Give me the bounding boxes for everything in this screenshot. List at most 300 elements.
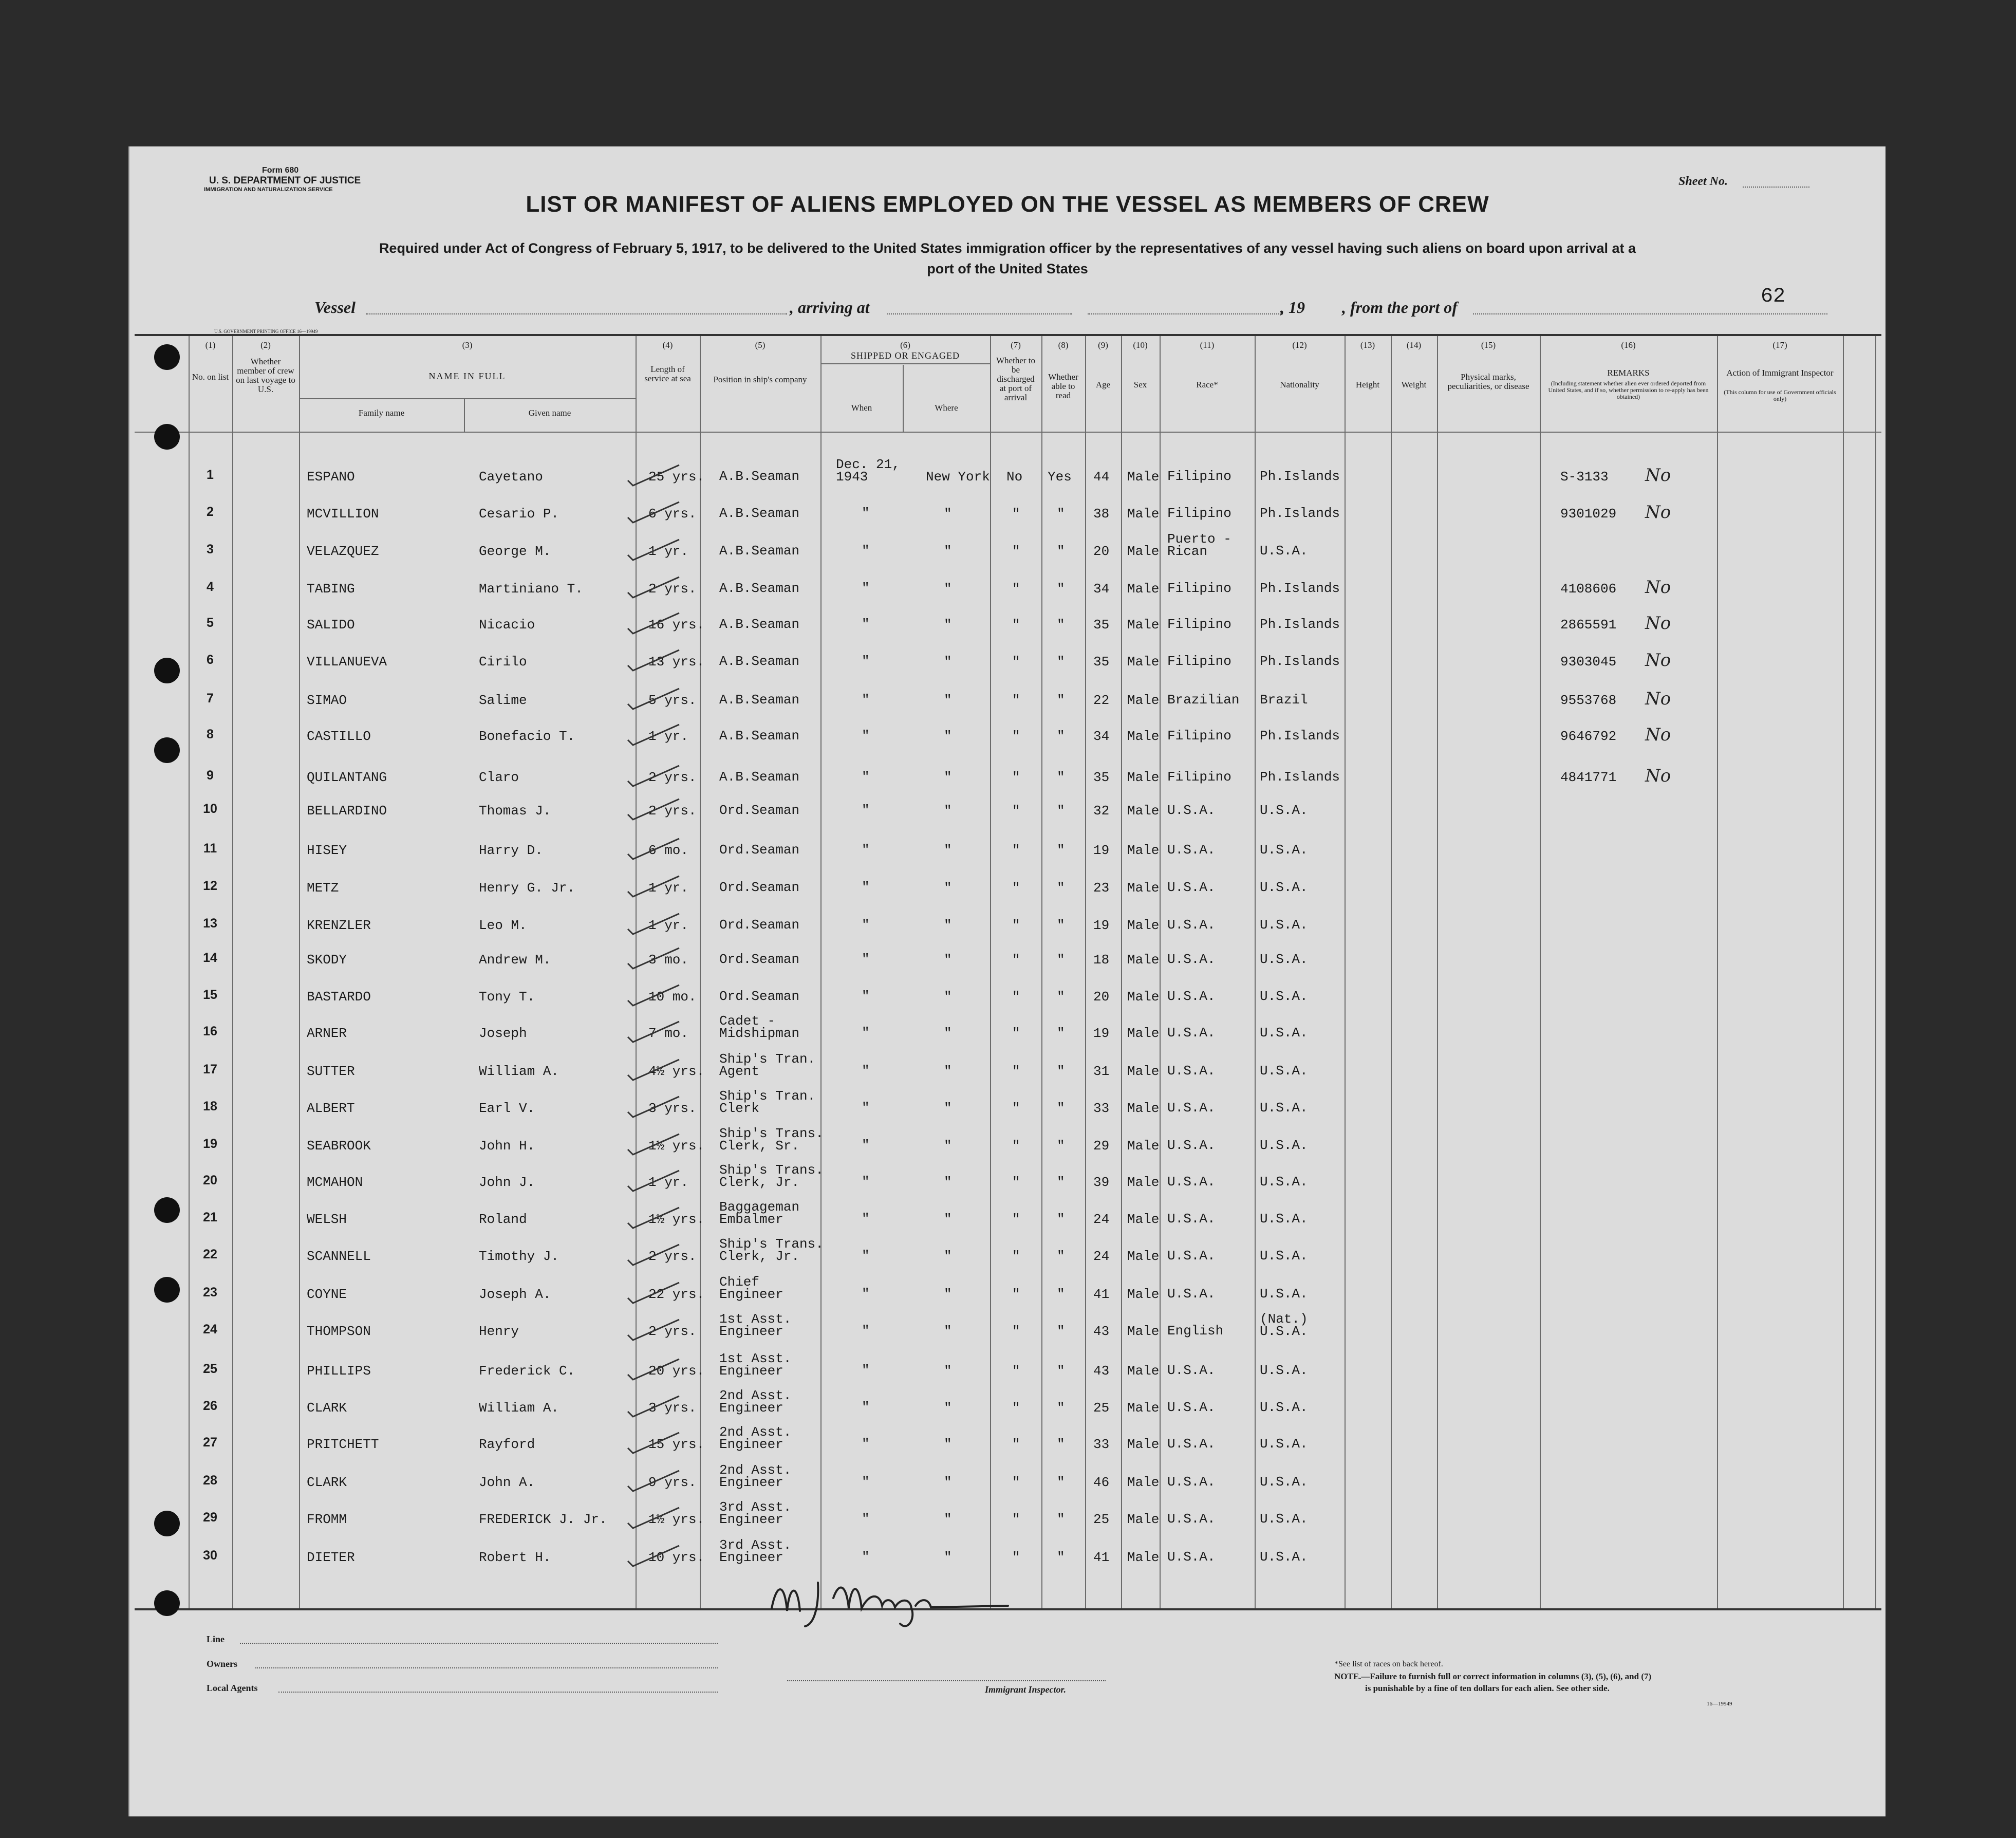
row-number: 15	[203, 988, 217, 1002]
race: U.S.A.	[1167, 1211, 1216, 1227]
given-name: Bonefacio T.	[479, 729, 575, 744]
race: U.S.A.	[1167, 842, 1216, 858]
given-name: John H.	[479, 1138, 535, 1154]
race: Filipino	[1167, 469, 1231, 484]
given-name: Frederick C.	[479, 1363, 575, 1379]
length-of-service: 1½ yrs.	[648, 1212, 705, 1227]
shipped-when: "	[862, 581, 870, 596]
row-number: 5	[207, 616, 214, 630]
length-of-service: 1 yr.	[648, 729, 689, 744]
family-name: SIMAO	[307, 693, 347, 708]
check-mark	[623, 945, 684, 976]
sex: Male	[1127, 1101, 1160, 1116]
able-to-read: Yes	[1048, 469, 1072, 485]
given-name: Salime	[479, 693, 527, 708]
nationality: U.S.A.	[1260, 1549, 1308, 1565]
shipped-where: "	[944, 654, 952, 670]
race: Filipino	[1167, 654, 1231, 669]
age: 46	[1093, 1475, 1110, 1490]
printing-note: U.S. GOVERNMENT PRINTING OFFICE 16—19949	[214, 329, 318, 334]
handwritten-mark: No	[1645, 766, 1671, 786]
row-number: 3	[207, 542, 214, 556]
shipped-when: "	[862, 952, 870, 967]
shipped-where: "	[944, 1437, 952, 1452]
given-name: Claro	[479, 770, 519, 785]
remarks: 9553768	[1560, 693, 1617, 708]
check-mark	[623, 1357, 684, 1387]
column-header-c11: Race*	[1196, 380, 1218, 389]
able-to-read: "	[1057, 1512, 1065, 1527]
position: A.B.Seaman	[719, 654, 800, 669]
inspector-column-note: (This column for use of Government officials only)	[1724, 388, 1836, 402]
position: Ship's Trans. Clerk, Jr.	[719, 1236, 824, 1264]
shipped-when: "	[862, 989, 870, 1004]
footer-line-label: Line	[207, 1634, 225, 1644]
subtitle-line-1: Required under Act of Congress of February 5, 1917, to be delivered to the United States immigration officer by the representatives of any vessel having such aliens on board upon arrival at a	[379, 240, 1636, 256]
race: U.S.A.	[1167, 1436, 1216, 1452]
given-name: William A.	[479, 1064, 559, 1079]
able-to-read: "	[1057, 843, 1065, 858]
shipped-when: "	[862, 1549, 870, 1565]
shipped-where: "	[944, 952, 952, 968]
discharged: "	[1012, 1550, 1020, 1565]
length-of-service: 15 yrs.	[648, 1437, 705, 1452]
discharged: "	[1012, 1212, 1020, 1227]
discharged: "	[1012, 1363, 1020, 1379]
able-to-read: "	[1057, 506, 1065, 522]
family-name: METZ	[307, 880, 339, 896]
position: Ship's Tran. Clerk	[719, 1088, 816, 1116]
able-to-read: "	[1057, 1475, 1065, 1490]
family-name: ESPANO	[307, 469, 355, 485]
binder-hole	[154, 737, 180, 763]
department-name: U. S. DEPARTMENT OF JUSTICE	[209, 175, 361, 186]
column-header-c6: SHIPPED OR ENGAGED	[850, 350, 960, 361]
race: Filipino	[1167, 769, 1231, 785]
age: 43	[1093, 1324, 1110, 1339]
race: U.S.A.	[1167, 1100, 1216, 1116]
length-of-service: 9 yrs.	[648, 1475, 697, 1490]
race: Puerto - Rican	[1167, 531, 1231, 559]
length-of-service: 1½ yrs.	[648, 1138, 705, 1154]
check-mark	[623, 647, 684, 678]
shipped-when: "	[862, 803, 870, 818]
family-name: PRITCHETT	[307, 1437, 379, 1452]
check-mark	[623, 1242, 684, 1273]
sex: Male	[1127, 1212, 1160, 1227]
nationality: U.S.A.	[1260, 1211, 1308, 1227]
column-header-where: Where	[935, 403, 958, 413]
row-number: 24	[203, 1322, 217, 1336]
position: 1st Asst. Engineer	[719, 1351, 792, 1379]
shipped-where: "	[944, 1475, 952, 1490]
age: 41	[1093, 1550, 1110, 1565]
remarks: 2865591	[1560, 617, 1617, 633]
position: Chief Engineer	[719, 1274, 783, 1302]
column-rule	[1345, 336, 1346, 1608]
family-name: HISEY	[307, 843, 347, 858]
family-name: CASTILLO	[307, 729, 371, 744]
remarks: 9303045	[1560, 654, 1617, 670]
length-of-service: 1 yr.	[648, 1175, 689, 1190]
age: 34	[1093, 581, 1110, 597]
given-name: Cesario P.	[479, 506, 559, 522]
shipped-where: "	[944, 693, 952, 708]
position: 2nd Asst. Engineer	[719, 1424, 792, 1452]
position: Ord.Seaman	[719, 842, 800, 858]
able-to-read: "	[1057, 693, 1065, 708]
column-header-c7: Whether to be discharged at port of arrival	[996, 356, 1035, 402]
shipped-when: "	[862, 1436, 870, 1452]
shipped-when: Dec. 21, 1943	[836, 457, 900, 485]
race: Filipino	[1167, 581, 1231, 596]
discharged: "	[1012, 1101, 1020, 1116]
column-number-c9: (9)	[1098, 340, 1108, 350]
column-header-c8: Whether able to read	[1048, 372, 1078, 400]
position: A.B.Seaman	[719, 769, 800, 785]
from-port-line	[1473, 313, 1827, 314]
column-header-family: Family name	[358, 408, 405, 418]
race: U.S.A.	[1167, 1474, 1216, 1490]
able-to-read: "	[1057, 918, 1065, 933]
sex: Male	[1127, 1400, 1160, 1416]
column-number-c13: (13)	[1360, 340, 1375, 350]
sex: Male	[1127, 617, 1160, 633]
family-name: THOMPSON	[307, 1324, 371, 1339]
column-number-c15: (15)	[1481, 340, 1496, 350]
sheet-number-line	[1743, 187, 1809, 188]
row-number: 16	[203, 1024, 217, 1038]
shipped-when: "	[862, 1025, 870, 1041]
discharged: "	[1012, 581, 1020, 597]
race: U.S.A.	[1167, 1400, 1216, 1415]
sex: Male	[1127, 1175, 1160, 1190]
able-to-read: "	[1057, 1175, 1065, 1190]
remarks-note: (Including statement whether alien ever ordered deported from United States, and if so, whether permission to re-apply has been obtained)	[1548, 380, 1709, 400]
footer-line-underline	[240, 1643, 718, 1644]
length-of-service: 2 yrs.	[648, 803, 697, 819]
nationality: Ph.Islands	[1260, 617, 1340, 632]
discharged: "	[1012, 1175, 1020, 1190]
row-number: 19	[203, 1137, 217, 1151]
discharged: "	[1012, 989, 1020, 1005]
given-name: Earl V.	[479, 1101, 535, 1116]
column-rule	[1121, 336, 1122, 1608]
inspector-line	[787, 1680, 1106, 1681]
row-number: 20	[203, 1173, 217, 1187]
check-mark	[623, 1543, 684, 1574]
check-mark	[623, 537, 684, 568]
able-to-read: "	[1057, 654, 1065, 670]
binder-hole	[154, 1511, 180, 1536]
position: 2nd Asst. Engineer	[719, 1462, 792, 1490]
given-name: Thomas J.	[479, 803, 551, 819]
service-name: IMMIGRATION AND NATURALIZATION SERVICE	[204, 187, 333, 193]
header-sub-rule	[820, 363, 990, 364]
family-name: SUTTER	[307, 1064, 355, 1079]
column-header-when: When	[851, 403, 872, 413]
length-of-service: 6 mo.	[648, 843, 689, 858]
row-number: 14	[203, 951, 217, 965]
length-of-service: 7 mo.	[648, 1026, 689, 1041]
age: 23	[1093, 880, 1110, 896]
age: 19	[1093, 843, 1110, 858]
race: U.S.A.	[1167, 1286, 1216, 1302]
check-mark	[623, 874, 684, 904]
column-header-given: Given name	[528, 408, 571, 418]
length-of-service: 10 yrs.	[648, 1550, 705, 1565]
row-number: 12	[203, 879, 217, 893]
check-mark	[623, 686, 684, 717]
able-to-read: "	[1057, 1363, 1065, 1379]
sex: Male	[1127, 952, 1160, 968]
remarks: 4108606	[1560, 581, 1617, 597]
check-mark	[623, 1094, 684, 1125]
page-title: LIST OR MANIFEST OF ALIENS EMPLOYED ON THE VESSEL AS MEMBERS OF CREW	[526, 192, 1489, 217]
discharged: "	[1012, 693, 1020, 708]
able-to-read: "	[1057, 989, 1065, 1005]
shipped-when: "	[862, 654, 870, 669]
family-name: DIETER	[307, 1550, 355, 1565]
discharged: "	[1012, 617, 1020, 633]
shipped-where: "	[944, 1212, 952, 1227]
shipped-where: "	[944, 1101, 952, 1116]
sex: Male	[1127, 1324, 1160, 1339]
given-name: Andrew M.	[479, 952, 551, 968]
subtitle-line-2: port of the United States	[927, 261, 1088, 276]
column-header-c3: NAME IN FULL	[428, 371, 506, 381]
discharged: "	[1012, 1400, 1020, 1416]
handwritten-mark: No	[1645, 725, 1671, 745]
able-to-read: "	[1057, 1212, 1065, 1227]
age: 20	[1093, 989, 1110, 1005]
check-mark	[623, 1280, 684, 1311]
position: A.B.Seaman	[719, 469, 800, 484]
able-to-read: "	[1057, 880, 1065, 896]
shipped-where: "	[944, 1249, 952, 1264]
column-number-c5: (5)	[755, 340, 766, 350]
race: U.S.A.	[1167, 1549, 1216, 1565]
age: 19	[1093, 1026, 1110, 1041]
discharged: "	[1012, 880, 1020, 896]
sex: Male	[1127, 729, 1160, 744]
position: A.B.Seaman	[719, 506, 800, 521]
column-number-c1: (1)	[205, 340, 216, 350]
row-number: 26	[203, 1399, 217, 1413]
age: 44	[1093, 469, 1110, 485]
length-of-service: 25 yrs.	[648, 469, 705, 485]
nationality: U.S.A.	[1260, 989, 1308, 1004]
nationality: U.S.A.	[1260, 1474, 1308, 1490]
footer-owners-underline	[255, 1667, 718, 1668]
family-name: TABING	[307, 581, 355, 597]
column-rule	[1085, 336, 1086, 1608]
age: 41	[1093, 1287, 1110, 1302]
row-number: 25	[203, 1362, 217, 1376]
given-name: Tony T.	[479, 989, 535, 1005]
discharged: "	[1012, 1026, 1020, 1041]
row-number: 28	[203, 1473, 217, 1488]
column-rule	[1843, 336, 1844, 1608]
column-header-c12: Nationality	[1280, 380, 1319, 389]
shipped-where: "	[944, 1400, 952, 1416]
shipped-where: "	[944, 1512, 952, 1527]
position: Ord.Seaman	[719, 917, 800, 933]
length-of-service: 1 yr.	[648, 544, 689, 559]
remarks: S-3133	[1560, 469, 1609, 485]
column-rule	[820, 336, 822, 1608]
column-number-c3: (3)	[462, 340, 473, 350]
check-mark	[623, 1057, 684, 1088]
position: 3rd Asst. Engineer	[719, 1537, 792, 1565]
races-note: *See list of races on back hereof.	[1334, 1660, 1443, 1668]
discharged: "	[1012, 1437, 1020, 1452]
able-to-read: "	[1057, 1101, 1065, 1116]
check-mark	[623, 1505, 684, 1536]
able-to-read: "	[1057, 1400, 1065, 1416]
footer-owners-label: Owners	[207, 1659, 237, 1669]
sex: Male	[1127, 469, 1160, 485]
able-to-read: "	[1057, 617, 1065, 633]
race: U.S.A.	[1167, 1363, 1216, 1378]
nationality: Ph.Islands	[1260, 769, 1340, 785]
given-name: George M.	[479, 544, 551, 559]
arriving-at-label: , arriving at	[790, 298, 870, 317]
able-to-read: "	[1057, 803, 1065, 819]
age: 32	[1093, 803, 1110, 819]
shipped-when: "	[862, 1174, 870, 1190]
column-number-c8: (8)	[1058, 340, 1069, 350]
family-name: SALIDO	[307, 617, 355, 633]
length-of-service: 3 mo.	[648, 952, 689, 968]
position: Baggageman Embalmer	[719, 1199, 800, 1227]
column-header-c17: Action of Immigrant Inspector	[1726, 368, 1834, 378]
family-name: BASTARDO	[307, 989, 371, 1005]
race: U.S.A.	[1167, 1025, 1216, 1041]
nationality: U.S.A.	[1260, 1511, 1308, 1527]
table-header-rule	[135, 432, 1881, 433]
column-rule	[189, 336, 190, 1608]
row-number: 1	[207, 468, 214, 482]
given-name: Nicacio	[479, 617, 535, 633]
sex: Male	[1127, 506, 1160, 522]
check-mark	[623, 796, 684, 827]
nationality: U.S.A.	[1260, 1174, 1308, 1190]
length-of-service: 22 yrs.	[648, 1287, 705, 1302]
shipped-where: "	[944, 843, 952, 858]
shipped-where: "	[944, 544, 952, 559]
family-name: ARNER	[307, 1026, 347, 1041]
column-rule	[700, 336, 701, 1608]
remarks: 9301029	[1560, 506, 1617, 522]
shipped-when: "	[862, 1211, 870, 1227]
row-number: 4	[207, 580, 214, 594]
race: English	[1167, 1323, 1224, 1339]
shipped-where: "	[944, 1287, 952, 1302]
nationality: U.S.A.	[1260, 1286, 1308, 1302]
check-mark	[623, 574, 684, 605]
nationality: U.S.A.	[1260, 1063, 1308, 1079]
handwritten-mark: No	[1645, 465, 1671, 486]
length-of-service: 2 yrs.	[648, 770, 697, 785]
nationality: Ph.Islands	[1260, 469, 1340, 484]
position: Ship's Trans. Clerk, Jr.	[719, 1162, 824, 1190]
age: 29	[1093, 1138, 1110, 1154]
nationality: Ph.Islands	[1260, 728, 1340, 744]
column-rule	[299, 336, 300, 1608]
position: Cadet - Midshipman	[719, 1013, 800, 1041]
shipped-when: "	[862, 880, 870, 895]
shipped-when: "	[862, 769, 870, 785]
row-number: 18	[203, 1099, 217, 1113]
sex: Male	[1127, 918, 1160, 933]
length-of-service: 3 yrs.	[648, 1400, 697, 1416]
sex: Male	[1127, 1138, 1160, 1154]
vessel-label: Vessel	[314, 298, 356, 317]
sex: Male	[1127, 1550, 1160, 1565]
check-mark	[623, 1019, 684, 1050]
nationality: U.S.A.	[1260, 917, 1308, 933]
row-number: 7	[207, 691, 214, 706]
nationality: U.S.A.	[1260, 1400, 1308, 1415]
column-header-c1: No. on list	[192, 372, 229, 382]
binder-hole	[154, 1277, 180, 1303]
binder-hole	[154, 344, 180, 370]
remarks: 9646792	[1560, 729, 1617, 744]
shipped-where: "	[944, 1550, 952, 1565]
shipped-when: "	[862, 1100, 870, 1116]
sex: Male	[1127, 693, 1160, 708]
discharged: "	[1012, 1064, 1020, 1079]
check-mark	[623, 982, 684, 1013]
position: 3rd Asst. Engineer	[719, 1499, 792, 1527]
nationality: U.S.A.	[1260, 842, 1308, 858]
shipped-when: "	[862, 543, 870, 559]
handwritten-mark: No	[1645, 689, 1671, 709]
row-number: 29	[203, 1510, 217, 1525]
row-number: 13	[203, 916, 217, 931]
shipped-where: "	[944, 1138, 952, 1154]
column-header-c13: Height	[1355, 380, 1380, 389]
check-mark	[623, 1205, 684, 1236]
discharged: No	[1006, 469, 1023, 485]
shipped-where: "	[944, 770, 952, 785]
given-name: Henry G. Jr.	[479, 880, 575, 896]
row-number: 10	[203, 802, 217, 816]
family-name: SCANNELL	[307, 1249, 371, 1264]
length-of-service: 13 yrs.	[648, 654, 705, 670]
header-sub-rule	[299, 398, 636, 399]
check-mark	[623, 499, 684, 530]
given-name: Joseph	[479, 1026, 527, 1041]
age: 24	[1093, 1212, 1110, 1227]
column-number-c12: (12)	[1292, 340, 1307, 350]
discharged: "	[1012, 952, 1020, 968]
column-rule	[1391, 336, 1392, 1608]
given-name: John A.	[479, 1475, 535, 1490]
position: A.B.Seaman	[719, 617, 800, 632]
position: Ship's Tran. Agent	[719, 1051, 816, 1079]
given-name: Henry	[479, 1324, 519, 1339]
nationality: U.S.A.	[1260, 803, 1308, 818]
nationality: U.S.A.	[1260, 1436, 1308, 1452]
form-code: 16—19949	[1707, 1701, 1732, 1707]
column-rule	[1540, 336, 1541, 1608]
given-name: Leo M.	[479, 918, 527, 933]
sex: Male	[1127, 1475, 1160, 1490]
check-mark	[623, 1468, 684, 1499]
row-number: 9	[207, 768, 214, 783]
